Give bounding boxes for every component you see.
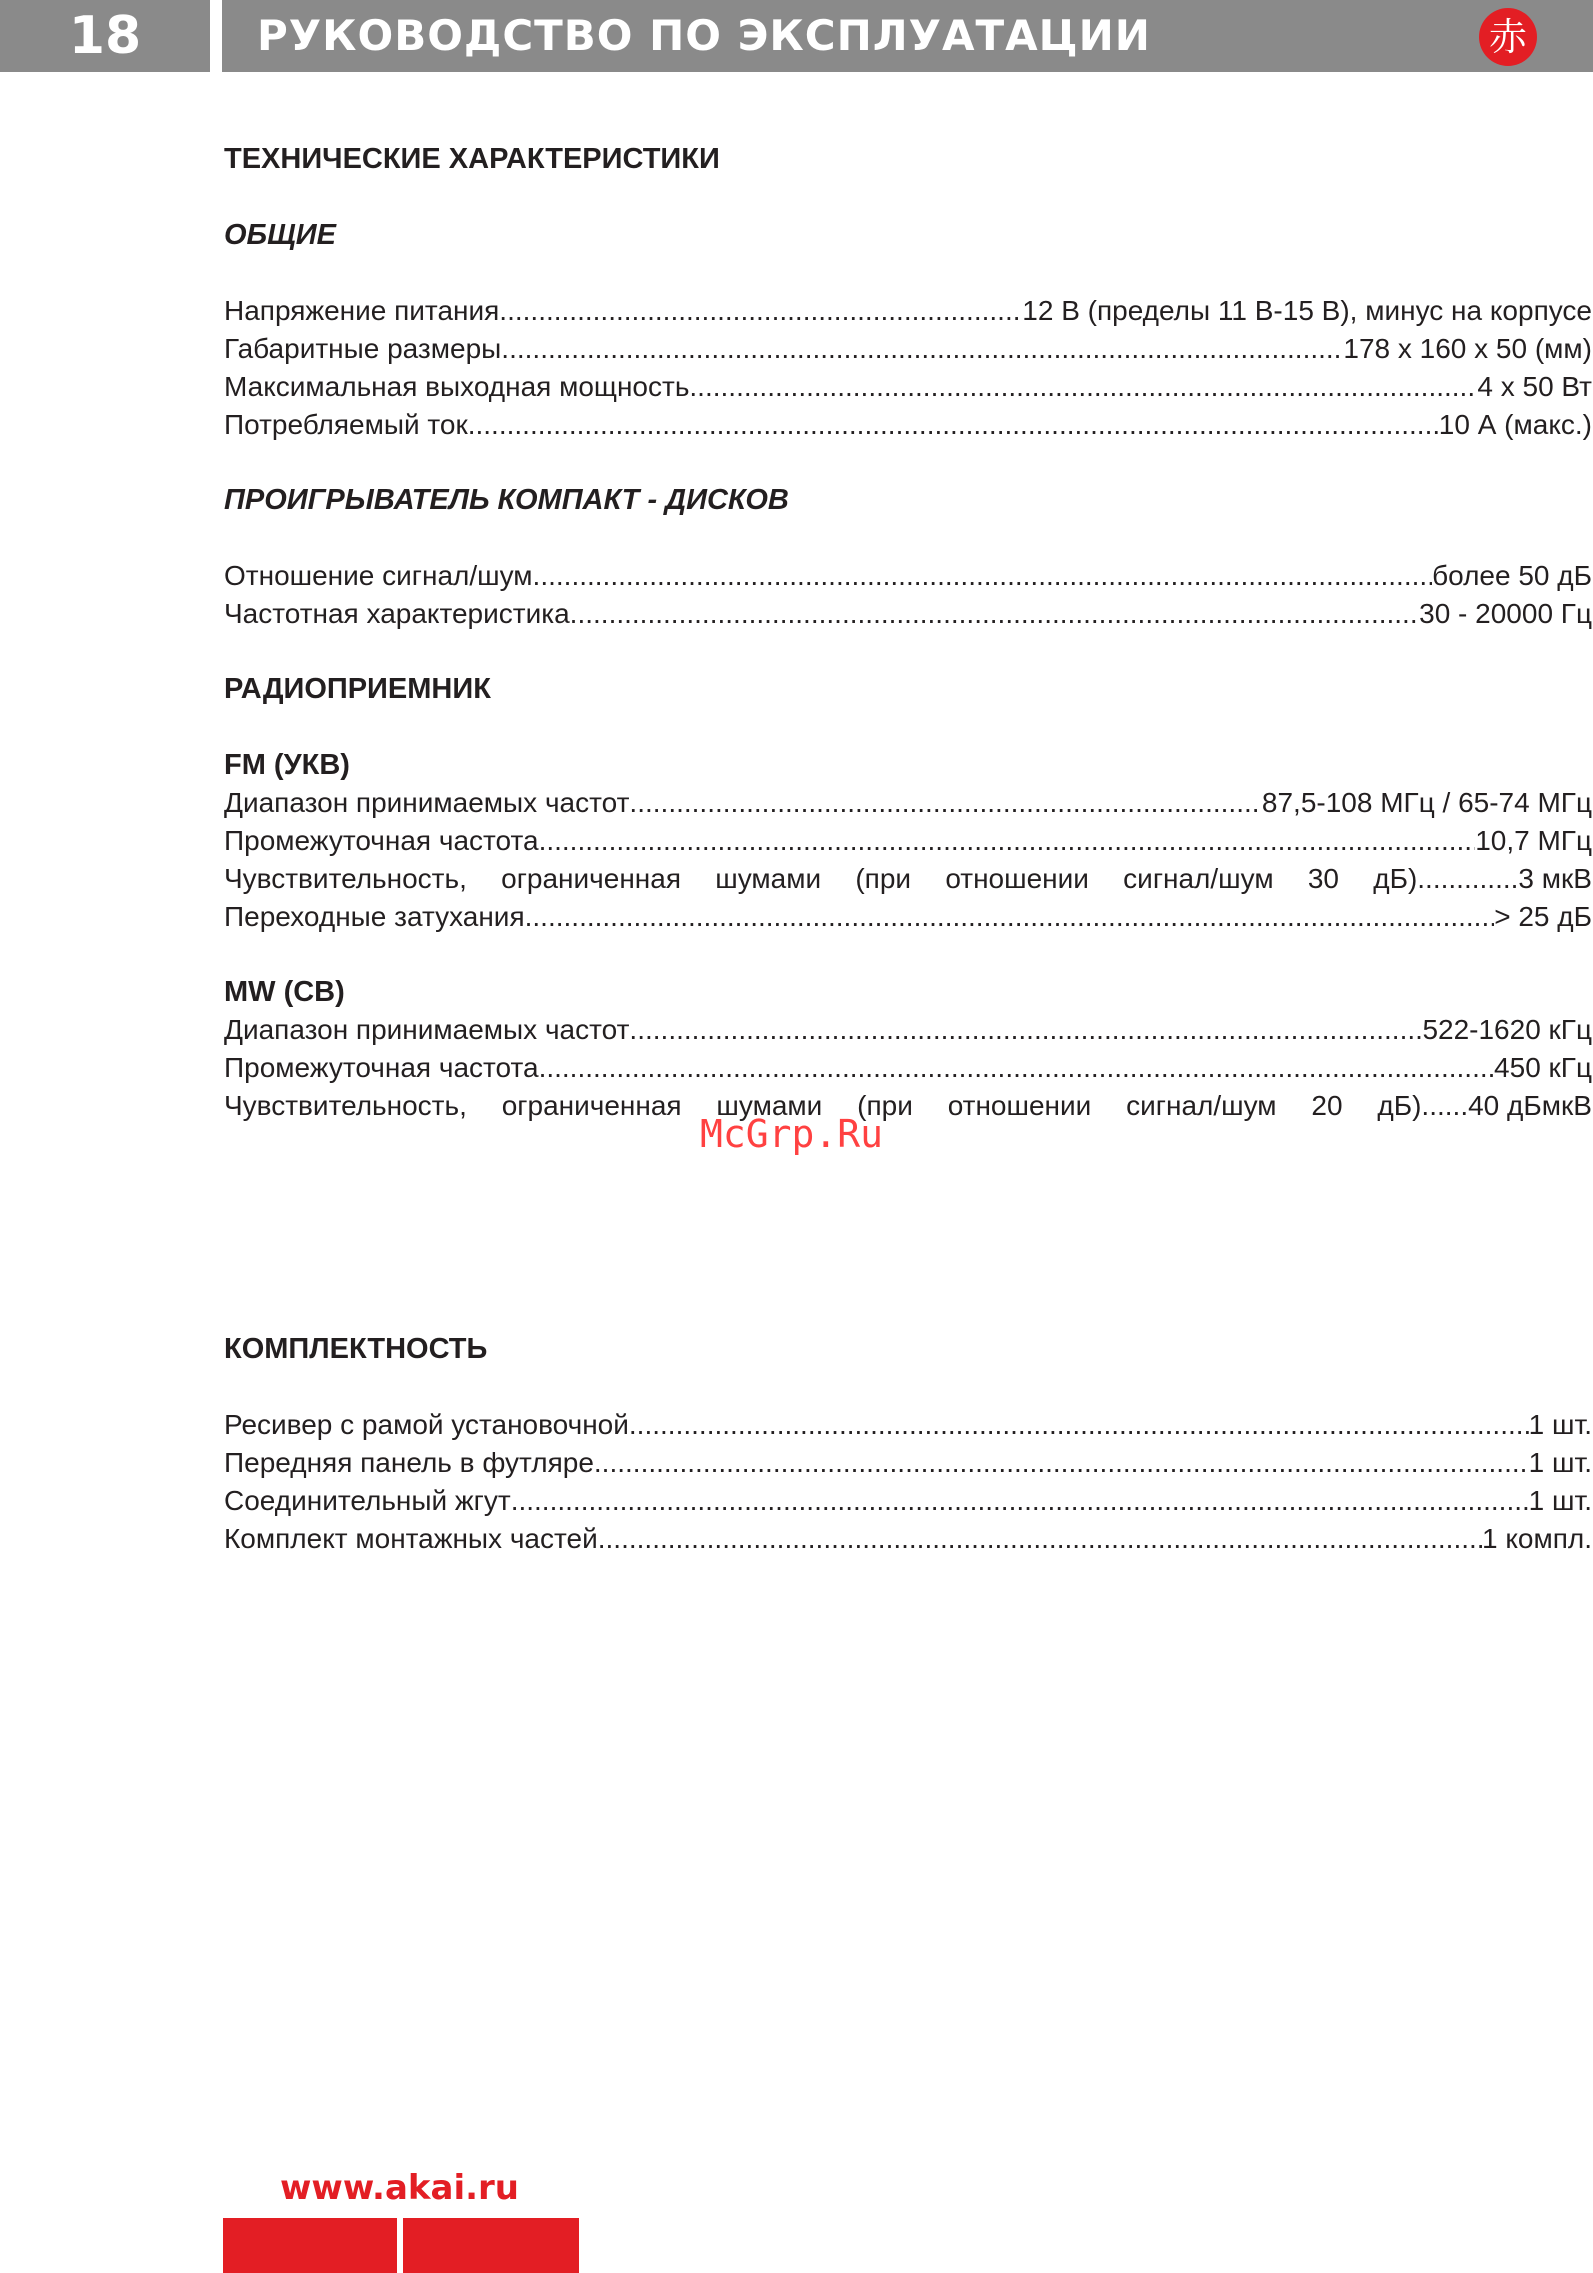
brand-logo-icon: 赤 bbox=[1479, 8, 1537, 66]
spec-row bbox=[224, 557, 1592, 595]
text-word: сигнал/шум bbox=[1123, 863, 1274, 894]
spec-value: 450 кГц bbox=[1494, 1052, 1592, 1083]
spec-row bbox=[224, 1049, 1592, 1087]
spec-row bbox=[224, 1011, 1592, 1049]
section-heading-cd: ПРОИГРЫВАТЕЛЬ КОМПАКТ - ДИСКОВ bbox=[224, 484, 789, 516]
page-number: 18 bbox=[0, 0, 210, 72]
text-word: (при bbox=[857, 1090, 913, 1121]
spec-label: Частотная характеристика bbox=[224, 598, 570, 629]
text-word: шумами bbox=[716, 1090, 823, 1121]
watermark: McGrp.Ru bbox=[700, 1112, 884, 1156]
spec-label: Отношение сигнал/шум bbox=[224, 560, 533, 591]
spec-value: более 50 дБ bbox=[1432, 560, 1592, 591]
text-word: дБ).............3 мкВ bbox=[1373, 863, 1592, 894]
spec-value: 30 - 20000 Гц bbox=[1419, 598, 1592, 629]
package-row bbox=[224, 1444, 1592, 1482]
package-row bbox=[224, 1406, 1592, 1444]
spec-value: 12 В (пределы 11 В-15 В), минус на корпусе bbox=[1022, 295, 1592, 326]
spec-label: Диапазон принимаемых частот bbox=[224, 1014, 630, 1045]
spec-value: 10 А (макс.) bbox=[1438, 409, 1592, 440]
package-label: Соединительный жгут bbox=[224, 1485, 511, 1516]
spec-row bbox=[224, 406, 1592, 444]
spec-row bbox=[224, 822, 1592, 860]
spec-row bbox=[224, 784, 1592, 822]
spec-label: Габаритные размеры bbox=[224, 333, 502, 364]
spec-row bbox=[224, 595, 1592, 633]
text-word: Чувствительность, bbox=[224, 863, 467, 894]
package-label: Ресивер с рамой установочной bbox=[224, 1409, 629, 1440]
subsection-heading-mw: MW (СВ) bbox=[224, 976, 345, 1008]
spec-label: Промежуточная частота bbox=[224, 1052, 539, 1083]
spec-row bbox=[224, 368, 1592, 406]
package-label: Комплект монтажных частей bbox=[224, 1523, 598, 1554]
spec-label: Переходные затухания bbox=[224, 901, 525, 932]
spec-row bbox=[224, 330, 1592, 368]
package-row bbox=[224, 1520, 1592, 1558]
section-heading-radio: РАДИОПРИЕМНИК bbox=[224, 673, 491, 705]
spec-value: 87,5-108 МГц / 65-74 МГц bbox=[1261, 787, 1592, 818]
package-row bbox=[224, 1482, 1592, 1520]
spec-value: 178 х 160 х 50 (мм) bbox=[1343, 333, 1592, 364]
spec-label: Максимальная выходная мощность bbox=[224, 371, 690, 402]
footer-url-link[interactable]: www.akai.ru bbox=[280, 2168, 520, 2208]
text-word: 20 bbox=[1311, 1090, 1343, 1121]
text-word: сигнал/шум bbox=[1126, 1090, 1277, 1121]
package-label: Передняя панель в футляре bbox=[224, 1447, 594, 1478]
text-word: отношении bbox=[945, 863, 1089, 894]
footer-block bbox=[223, 2218, 397, 2273]
text-word: ограниченная bbox=[501, 863, 681, 894]
footer-block bbox=[403, 2218, 579, 2273]
spec-value: 522-1620 кГц bbox=[1422, 1014, 1592, 1045]
spec-row-sensitivity-mw bbox=[224, 1087, 1592, 1125]
spec-row-sensitivity-fm bbox=[224, 860, 1592, 898]
text-word: шумами bbox=[715, 863, 822, 894]
text-word: (при bbox=[855, 863, 912, 894]
text-word: 30 bbox=[1307, 863, 1339, 894]
package-value: 1 шт. bbox=[1528, 1447, 1592, 1478]
header-bar bbox=[222, 0, 1593, 72]
document-body bbox=[224, 140, 1592, 1558]
spec-label: Промежуточная частота bbox=[224, 825, 539, 856]
spec-value: 4 х 50 Вт bbox=[1477, 371, 1592, 402]
spec-label: Напряжение питания bbox=[224, 295, 500, 326]
header-title: РУКОВОДСТВО ПО ЭКСПЛУАТАЦИИ bbox=[257, 11, 1151, 60]
text-word: отношении bbox=[947, 1090, 1092, 1121]
spec-value: 10,7 МГц bbox=[1475, 825, 1592, 856]
subsection-heading-fm: FM (УКВ) bbox=[224, 749, 350, 781]
package-title: КОМПЛЕКТНОСТЬ bbox=[224, 1333, 488, 1365]
specs-title: ТЕХНИЧЕСКИЕ ХАРАКТЕРИСТИКИ bbox=[224, 143, 720, 175]
spec-label: Диапазон принимаемых частот bbox=[224, 787, 630, 818]
package-value: 1 компл. bbox=[1481, 1523, 1592, 1554]
section-heading-general: ОБЩИЕ bbox=[224, 219, 336, 251]
text-word: Чувствительность, bbox=[224, 1090, 467, 1121]
package-value: 1 шт. bbox=[1528, 1409, 1592, 1440]
text-word: дБ)......40 дБмкВ bbox=[1377, 1090, 1592, 1121]
spec-row bbox=[224, 292, 1592, 330]
text-word: ограниченная bbox=[501, 1090, 682, 1121]
spec-value: > 25 дБ bbox=[1494, 901, 1592, 932]
spec-row bbox=[224, 898, 1592, 936]
spec-label: Потребляемый ток bbox=[224, 409, 468, 440]
package-value: 1 шт. bbox=[1528, 1485, 1592, 1516]
